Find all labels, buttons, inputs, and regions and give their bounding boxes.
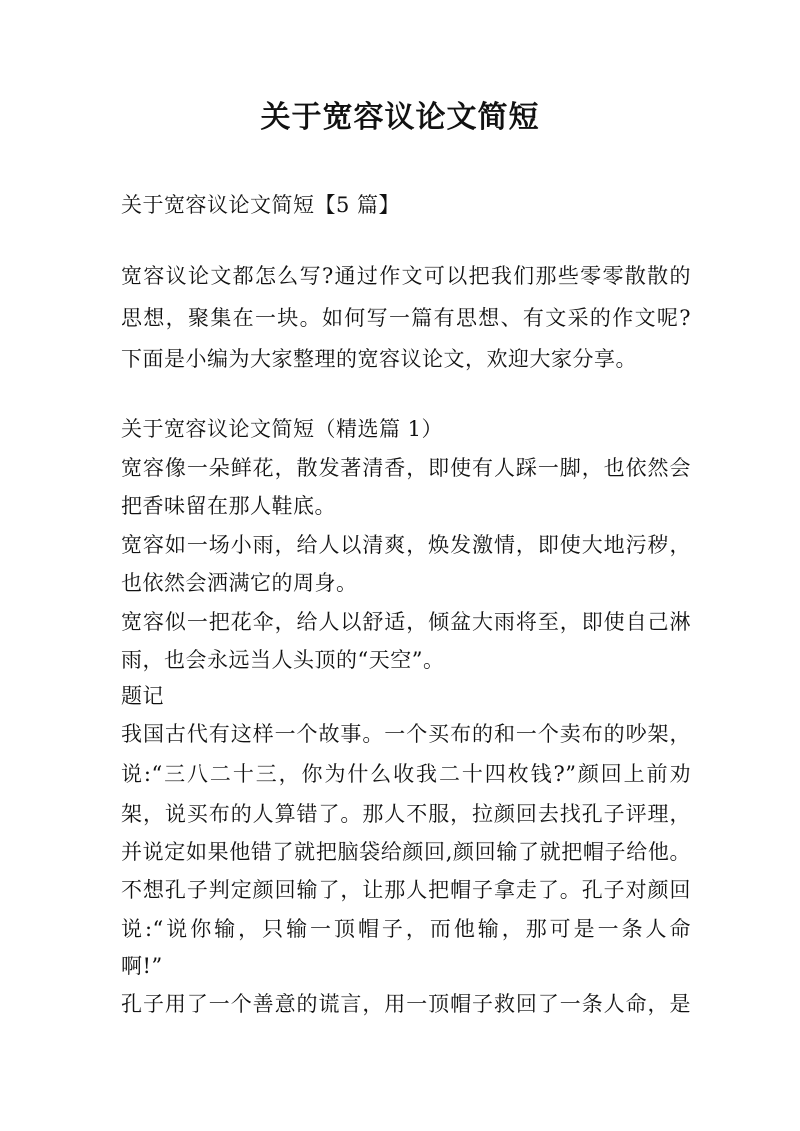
intro-line-1: 宽容议论文都怎么写?通过作文可以把我们那些零零散散的	[121, 264, 691, 288]
body-line-13: 说:“说你输，只输一顶帽子，而他输，那可是一条人命	[121, 917, 691, 941]
body-line-14: 啊!”	[121, 954, 163, 978]
body-line-10: 架，说买布的人算错了。那人不服，拉颜回去找孔子评理，	[121, 802, 691, 826]
body-line-2: 把香味留在那人鞋底。	[121, 494, 336, 518]
body-line-8: 我国古代有这样一个故事。一个买布的和一个卖布的吵架，	[121, 722, 691, 746]
body-line-1: 宽容像一朵鲜花，散发著清香，即使有人踩一脚，也依然会	[121, 456, 691, 480]
body-line-15: 孔子用了一个善意的谎言，用一顶帽子救回了一条人命，是	[121, 992, 691, 1016]
body-line-6: 雨，也会永远当人头顶的“天空”。	[121, 648, 445, 672]
intro-line-3: 下面是小编为大家整理的宽容议论文，欢迎大家分享。	[121, 347, 637, 371]
body-line-3: 宽容如一场小雨，给人以清爽，焕发激情，即使大地污秽，	[121, 533, 691, 557]
document-subtitle: 关于宽容议论文简短【5 篇】	[121, 193, 401, 217]
section-heading: 关于宽容议论文简短（精选篇 1）	[121, 417, 444, 441]
document-title: 关于宽容议论文简短	[260, 100, 540, 135]
body-line-7: 题记	[121, 684, 164, 708]
body-line-5: 宽容似一把花伞，给人以舒适，倾盆大雨将至，即使自己淋	[121, 610, 691, 634]
body-line-9: 说:“三八二十三，你为什么收我二十四枚钱?”颜回上前劝	[121, 762, 691, 786]
body-line-4: 也依然会洒满它的周身。	[121, 571, 358, 595]
body-line-11: 并说定如果他错了就把脑袋给颜回,颜回输了就把帽子给他。	[121, 840, 691, 864]
intro-line-2: 思想，聚集在一块。如何写一篇有思想、有文采的作文呢?	[121, 306, 691, 330]
body-line-12: 不想孔子判定颜回输了，让那人把帽子拿走了。孔子对颜回	[121, 878, 691, 902]
